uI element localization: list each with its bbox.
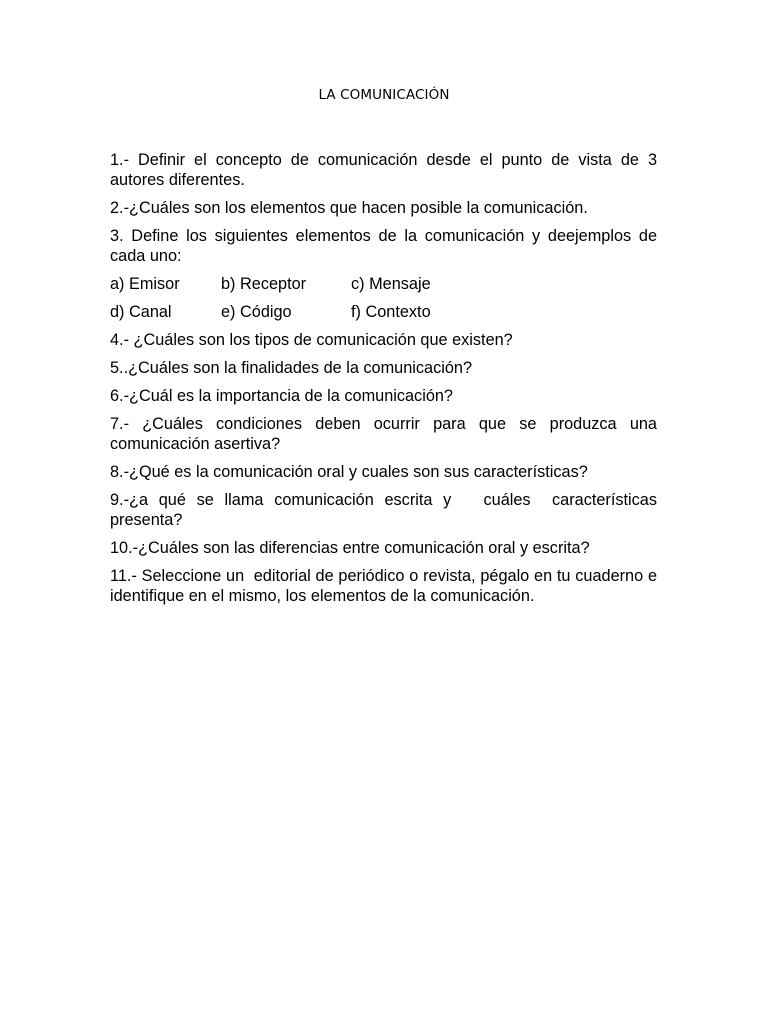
question-list xyxy=(110,150,662,614)
document-title: LA COMUNICACIÓN xyxy=(318,87,450,103)
question-5: 5..¿Cuáles son la finalidades de la comunicación? xyxy=(110,359,473,377)
question-8: 8.-¿Qué es la comunicación oral y cuales son sus características? xyxy=(110,463,588,481)
option-codigo: e) Código xyxy=(221,303,292,321)
option-contexto: f) Contexto xyxy=(351,303,431,321)
question-1: 1.- Definir el concepto de comunicación desde el punto de vista de 3 autores diferentes. xyxy=(110,151,657,189)
question-4: 4.- ¿Cuáles son los tipos de comunicación que existen? xyxy=(110,331,513,349)
question-7: 7.- ¿Cuáles condiciones deben ocurrir para que se produzca una comunicación asertiva? xyxy=(110,415,657,453)
option-canal: d) Canal xyxy=(110,303,172,321)
question-10: 10.-¿Cuáles son las diferencias entre comunicación oral y escrita? xyxy=(110,539,590,557)
question-11: 11.- Seleccione un editorial de periódico o revista, pégalo en tu cuaderno e identifique en el mismo, los elementos de la comunicación. xyxy=(110,567,662,605)
option-emisor: a) Emisor xyxy=(110,275,180,293)
options-row-1 xyxy=(110,274,657,294)
question-9: 9.-¿a qué se llama comunicación escrita y cuáles características presenta? xyxy=(110,491,662,529)
question-2: 2.-¿Cuáles son los elementos que hacen posible la comunicación. xyxy=(110,199,588,217)
option-receptor: b) Receptor xyxy=(221,275,307,293)
options-row-2 xyxy=(110,302,657,322)
option-mensaje: c) Mensaje xyxy=(351,275,431,293)
question-6: 6.-¿Cuál es la importancia de la comunicación? xyxy=(110,387,453,405)
question-3: 3. Define los siguientes elementos de la comunicación y deejemplos de cada uno: xyxy=(110,227,657,265)
